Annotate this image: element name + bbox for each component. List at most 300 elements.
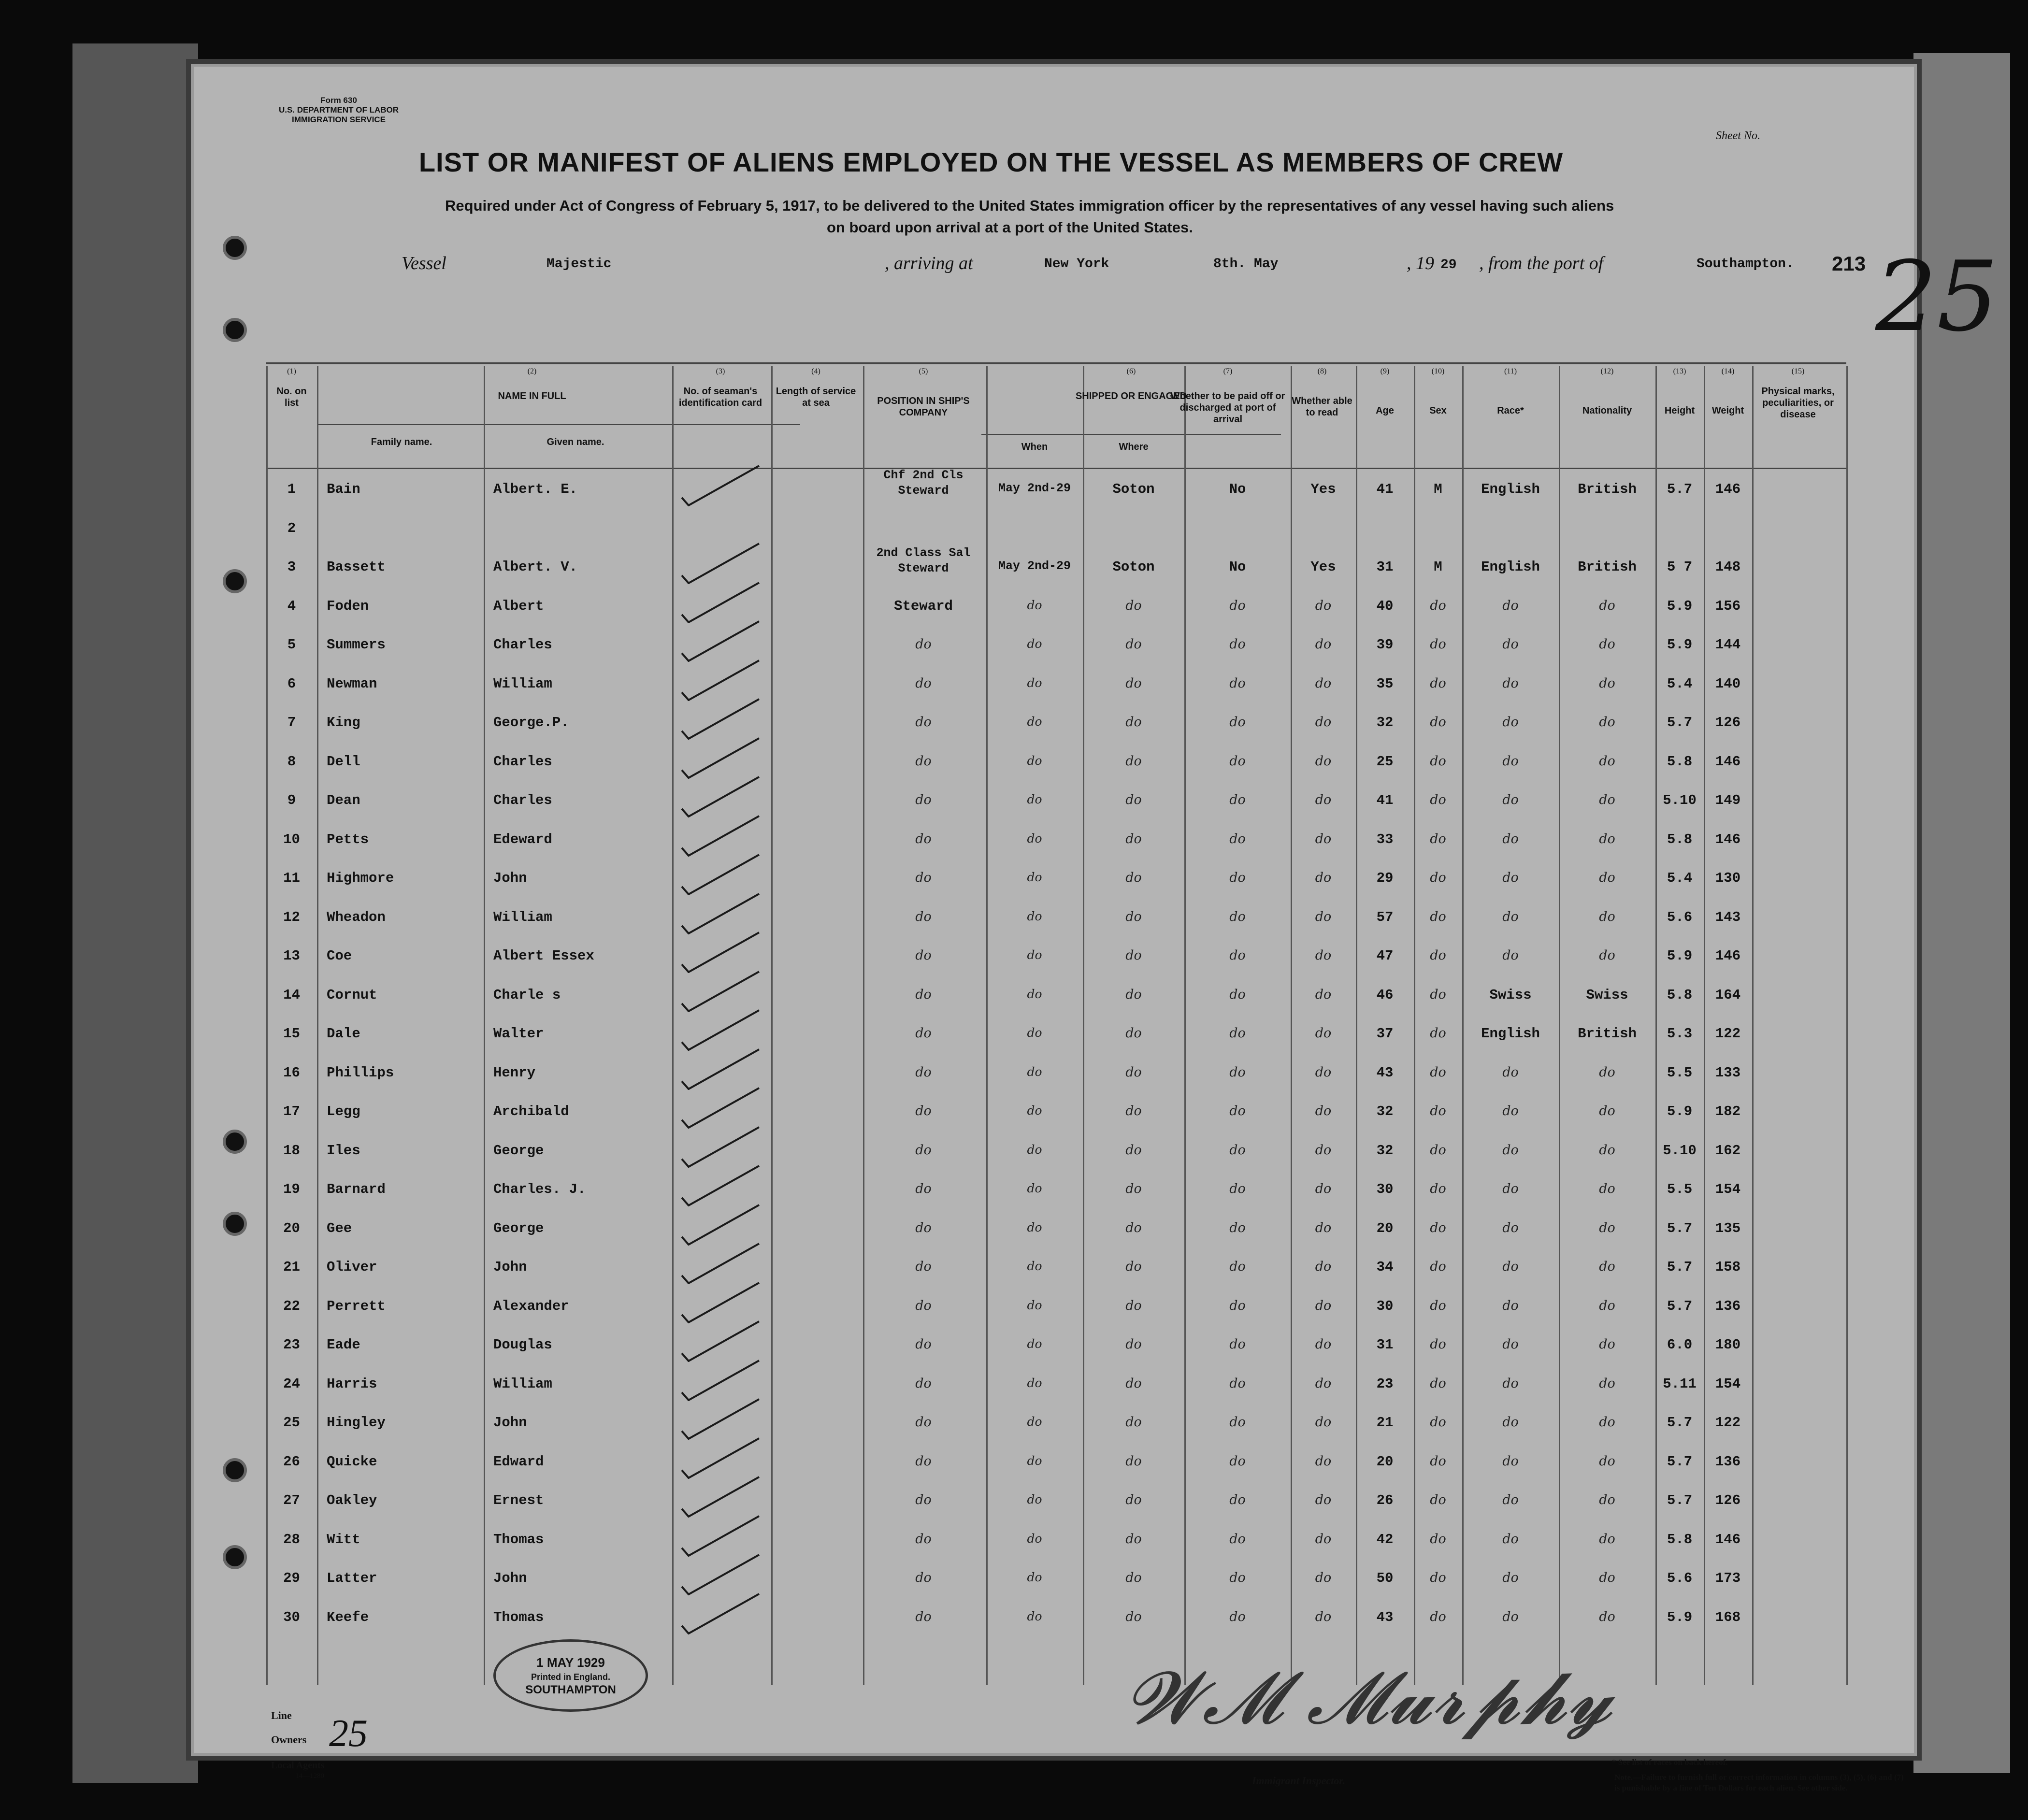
check-mark bbox=[677, 1396, 764, 1440]
cell-when: do bbox=[1027, 1298, 1042, 1312]
cell-no: 8 bbox=[287, 753, 296, 770]
cell-sex: do bbox=[1430, 715, 1446, 730]
cell-position: do bbox=[915, 1337, 932, 1352]
cell-paid: do bbox=[1229, 831, 1246, 846]
cell-where: do bbox=[1125, 792, 1142, 807]
cell-paid: do bbox=[1229, 1453, 1246, 1469]
line-label: Line bbox=[271, 1709, 292, 1721]
cell-race: English bbox=[1481, 559, 1540, 575]
cell-paid: do bbox=[1229, 1415, 1246, 1430]
col-name-header: NAME IN FULL bbox=[498, 391, 566, 401]
cell-where: do bbox=[1125, 1492, 1142, 1507]
cell-race: do bbox=[1502, 1453, 1519, 1469]
cell-paid: do bbox=[1229, 598, 1246, 613]
cell-no: 22 bbox=[283, 1298, 300, 1314]
shipped-subrule bbox=[981, 434, 1281, 435]
cell-paid: do bbox=[1229, 1064, 1246, 1080]
cell-when: do bbox=[1027, 948, 1042, 962]
inspector-signature: 𝓦𝓜 𝓜𝓾𝓻𝓹𝓱𝔂 bbox=[1126, 1656, 1613, 1740]
cell-weight: 135 bbox=[1715, 1220, 1741, 1236]
col-nationality-header: Nationality bbox=[1582, 405, 1632, 416]
cell-weight: 122 bbox=[1715, 1415, 1741, 1431]
cell-weight: 130 bbox=[1715, 870, 1741, 886]
cell-given: Douglas bbox=[493, 1337, 552, 1353]
cell-nat: do bbox=[1599, 792, 1615, 807]
cell-paid: do bbox=[1229, 675, 1246, 691]
cell-read: do bbox=[1315, 831, 1332, 846]
check-mark bbox=[677, 774, 764, 817]
cell-no: 13 bbox=[283, 948, 300, 964]
cell-age: 40 bbox=[1376, 598, 1394, 614]
col-when-header: When bbox=[1021, 442, 1048, 452]
cell-no: 3 bbox=[287, 559, 296, 575]
form-code: 14—1280 bbox=[295, 1772, 324, 1780]
cell-when: do bbox=[1027, 1142, 1042, 1157]
cell-age: 26 bbox=[1376, 1492, 1394, 1508]
cell-sex: do bbox=[1430, 987, 1446, 1002]
check-mark bbox=[677, 580, 764, 623]
cell-where: do bbox=[1125, 909, 1142, 924]
cell-when: do bbox=[1027, 637, 1042, 651]
cell-paid: do bbox=[1229, 1492, 1246, 1507]
cell-sex: do bbox=[1430, 909, 1446, 924]
check-mark bbox=[677, 813, 764, 857]
cell-weight: 146 bbox=[1715, 831, 1741, 847]
cell-sex: do bbox=[1430, 1259, 1446, 1274]
cell-no: 15 bbox=[283, 1026, 300, 1042]
cell-weight: 146 bbox=[1715, 1531, 1741, 1548]
cell-no: 1 bbox=[287, 481, 296, 497]
cell-given: George.P. bbox=[493, 715, 569, 731]
table-row bbox=[194, 706, 1914, 744]
check-mark bbox=[677, 463, 764, 506]
cell-given: William bbox=[493, 675, 552, 692]
cell-nat: do bbox=[1599, 870, 1615, 885]
cell-position: do bbox=[915, 1570, 932, 1585]
year-prefix: , 19 bbox=[1407, 253, 1434, 273]
cell-sex: do bbox=[1430, 948, 1446, 963]
cell-weight: 149 bbox=[1715, 792, 1741, 808]
col-position-header: POSITION IN SHIP'S COMPANY bbox=[877, 396, 970, 418]
cell-height: 5.5 bbox=[1667, 1064, 1693, 1081]
cell-position: do bbox=[915, 1103, 932, 1118]
cell-race: do bbox=[1502, 675, 1519, 691]
races-note: * See list of races on back hereof. bbox=[1612, 1758, 1728, 1767]
col-read-header: Whether able to read bbox=[1292, 396, 1352, 418]
cell-sex: do bbox=[1430, 792, 1446, 807]
cell-sex: do bbox=[1430, 637, 1446, 652]
cell-when: do bbox=[1027, 1376, 1042, 1390]
binder-hole bbox=[223, 318, 247, 342]
cell-sex: do bbox=[1430, 1142, 1446, 1158]
cell-weight: 143 bbox=[1715, 909, 1741, 925]
cell-given: Charles. J. bbox=[493, 1181, 586, 1197]
departure-port: Southampton. bbox=[1697, 257, 1794, 272]
cell-where: do bbox=[1125, 1453, 1142, 1469]
cell-given: Edeward bbox=[493, 831, 552, 847]
cell-no: 29 bbox=[283, 1570, 300, 1586]
cell-family: Dean bbox=[327, 792, 360, 808]
cell-when: do bbox=[1027, 1026, 1042, 1040]
cell-when: do bbox=[1027, 675, 1042, 690]
cell-weight: 133 bbox=[1715, 1064, 1741, 1081]
cell-position: do bbox=[915, 1026, 932, 1041]
cell-weight: 146 bbox=[1715, 481, 1741, 497]
col-card-header: No. of seaman's identification card bbox=[678, 386, 762, 408]
col-service-header: Length of service at sea bbox=[776, 386, 856, 408]
cell-race: do bbox=[1502, 1415, 1519, 1430]
table-row bbox=[194, 823, 1914, 860]
page-edge-left bbox=[72, 43, 198, 1783]
cell-where: do bbox=[1125, 1026, 1142, 1041]
cell-given: Alexander bbox=[493, 1298, 569, 1314]
cell-no: 12 bbox=[283, 909, 300, 925]
cell-position: do bbox=[915, 753, 932, 769]
cell-height: 5.6 bbox=[1667, 909, 1693, 925]
cell-family: Bain bbox=[327, 481, 360, 497]
cell-race: do bbox=[1502, 831, 1519, 846]
binder-hole bbox=[223, 236, 247, 260]
cell-height: 5.9 bbox=[1667, 598, 1693, 614]
cell-where: do bbox=[1125, 1220, 1142, 1235]
cell-nat: do bbox=[1599, 1103, 1615, 1118]
check-mark bbox=[677, 1280, 764, 1323]
cell-sex: do bbox=[1430, 1220, 1446, 1235]
cell-family: Iles bbox=[327, 1142, 360, 1159]
cell-race: do bbox=[1502, 1142, 1519, 1158]
cell-height: 5.3 bbox=[1667, 1026, 1693, 1042]
cell-when: do bbox=[1027, 1337, 1042, 1351]
cell-where: do bbox=[1125, 948, 1142, 963]
cell-paid: No bbox=[1229, 481, 1246, 497]
check-mark bbox=[677, 852, 764, 895]
cell-read: do bbox=[1315, 909, 1332, 924]
cell-read: do bbox=[1315, 1298, 1332, 1313]
cell-family: Bassett bbox=[327, 559, 386, 575]
manifest-sheet bbox=[191, 64, 1999, 1792]
col-weight-header: Weight bbox=[1712, 405, 1744, 416]
table-row bbox=[194, 1562, 1914, 1599]
cell-paid: do bbox=[1229, 1570, 1246, 1585]
cell-weight: 168 bbox=[1715, 1609, 1741, 1625]
cell-read: do bbox=[1315, 1259, 1332, 1274]
cell-nat: do bbox=[1599, 1415, 1615, 1430]
cell-age: 35 bbox=[1376, 675, 1394, 692]
cell-where: do bbox=[1125, 1570, 1142, 1585]
cell-nat: do bbox=[1599, 1453, 1615, 1469]
cell-race: do bbox=[1502, 1064, 1519, 1080]
col-given-header: Given name. bbox=[547, 437, 604, 447]
cell-family: Coe bbox=[327, 948, 352, 964]
table-row bbox=[194, 1445, 1914, 1483]
col-num: (14) bbox=[1721, 367, 1735, 375]
cell-age: 47 bbox=[1376, 948, 1394, 964]
cell-height: 5.9 bbox=[1667, 1609, 1693, 1625]
cell-race: do bbox=[1502, 792, 1519, 807]
cell-no: 24 bbox=[283, 1376, 300, 1392]
cell-sex: do bbox=[1430, 1298, 1446, 1313]
cell-paid: do bbox=[1229, 1376, 1246, 1391]
cell-height: 5.7 bbox=[1667, 1453, 1693, 1470]
cell-family: Wheadon bbox=[327, 909, 386, 925]
col-num: (1) bbox=[287, 367, 296, 375]
cell-height: 5.10 bbox=[1663, 1142, 1697, 1159]
cell-family: Foden bbox=[327, 598, 369, 614]
cell-read: do bbox=[1315, 598, 1332, 613]
cell-sex: do bbox=[1430, 1492, 1446, 1507]
check-mark bbox=[677, 1513, 764, 1557]
table-row bbox=[194, 512, 1914, 549]
sheet-label: Sheet No. bbox=[1716, 129, 1760, 142]
cell-nat: do bbox=[1599, 1570, 1615, 1585]
cell-no: 2 bbox=[287, 520, 296, 536]
cell-read: do bbox=[1315, 1181, 1332, 1196]
cell-weight: 140 bbox=[1715, 675, 1741, 692]
cell-no: 14 bbox=[283, 987, 300, 1003]
from-label: , from the port of bbox=[1479, 253, 1604, 273]
cell-read: do bbox=[1315, 987, 1332, 1002]
table-row bbox=[194, 901, 1914, 938]
cell-age: 23 bbox=[1376, 1376, 1394, 1392]
cell-weight: 156 bbox=[1715, 598, 1741, 614]
check-mark bbox=[677, 1358, 764, 1401]
cell-where: do bbox=[1125, 1259, 1142, 1274]
cell-no: 25 bbox=[283, 1415, 300, 1431]
cell-age: 43 bbox=[1376, 1609, 1394, 1625]
cell-no: 21 bbox=[283, 1259, 300, 1275]
vessel-name: Majestic bbox=[547, 257, 612, 272]
cell-family: Oakley bbox=[327, 1492, 377, 1508]
cell-read: Yes bbox=[1310, 559, 1336, 575]
check-mark bbox=[677, 696, 764, 740]
cell-when: do bbox=[1027, 1181, 1042, 1195]
cell-family: Quicke bbox=[327, 1453, 377, 1470]
cell-read: do bbox=[1315, 1492, 1332, 1507]
cell-given: Charles bbox=[493, 753, 552, 770]
arrival-date: 8th. May bbox=[1213, 257, 1279, 272]
cell-when: do bbox=[1027, 1415, 1042, 1429]
table-row bbox=[194, 1601, 1914, 1638]
cell-age: 32 bbox=[1376, 1103, 1394, 1119]
cell-when: do bbox=[1027, 1103, 1042, 1118]
cell-where: do bbox=[1125, 1415, 1142, 1430]
cell-position: do bbox=[915, 1609, 932, 1624]
cell-age: 30 bbox=[1376, 1298, 1394, 1314]
cell-age: 41 bbox=[1376, 481, 1394, 497]
cell-family: Keefe bbox=[327, 1609, 369, 1625]
cell-read: do bbox=[1315, 1142, 1332, 1158]
cell-given: Ernest bbox=[493, 1492, 544, 1508]
col-family-header: Family name. bbox=[371, 437, 432, 447]
check-mark bbox=[677, 658, 764, 701]
owners-value: 25 bbox=[329, 1712, 368, 1755]
check-mark bbox=[677, 1591, 764, 1634]
cell-height: 5.7 bbox=[1667, 1415, 1693, 1431]
cell-family: Perrett bbox=[327, 1298, 386, 1314]
table-head-rule bbox=[266, 468, 1846, 469]
cell-given: Thomas bbox=[493, 1531, 544, 1548]
table-row bbox=[194, 546, 1914, 588]
cell-paid: do bbox=[1229, 792, 1246, 807]
cell-race: do bbox=[1502, 909, 1519, 924]
cell-given: Charle s bbox=[493, 987, 561, 1003]
cell-when: do bbox=[1027, 831, 1042, 846]
cell-where: do bbox=[1125, 831, 1142, 846]
name-subrule bbox=[317, 424, 800, 425]
cell-position: do bbox=[915, 870, 932, 885]
table-row bbox=[194, 861, 1914, 899]
cell-position: do bbox=[915, 637, 932, 652]
cell-weight: 154 bbox=[1715, 1181, 1741, 1197]
cell-family: Gee bbox=[327, 1220, 352, 1236]
col-num: (8) bbox=[1317, 367, 1327, 375]
cell-race: do bbox=[1502, 1570, 1519, 1585]
cell-nat: do bbox=[1599, 1531, 1615, 1547]
cell-read: do bbox=[1315, 1609, 1332, 1624]
cell-read: do bbox=[1315, 1026, 1332, 1041]
cell-where: do bbox=[1125, 1064, 1142, 1080]
cell-weight: 162 bbox=[1715, 1142, 1741, 1159]
cell-position: do bbox=[915, 1376, 932, 1391]
arrival-year: 29 bbox=[1440, 258, 1457, 272]
cell-family: Latter bbox=[327, 1570, 377, 1586]
cell-when: do bbox=[1027, 1609, 1042, 1623]
cell-family: Newman bbox=[327, 675, 377, 692]
cell-position: Steward bbox=[894, 598, 953, 614]
check-mark bbox=[677, 1124, 764, 1168]
cell-paid: do bbox=[1229, 987, 1246, 1002]
cell-sex: M bbox=[1434, 559, 1442, 575]
cell-family: Barnard bbox=[327, 1181, 386, 1197]
check-mark bbox=[677, 1318, 764, 1362]
cell-read: do bbox=[1315, 870, 1332, 885]
cell-age: 20 bbox=[1376, 1453, 1394, 1470]
cell-no: 7 bbox=[287, 715, 296, 731]
col-num: (9) bbox=[1380, 367, 1390, 375]
cell-nat: do bbox=[1599, 948, 1615, 963]
cell-position: do bbox=[915, 1298, 932, 1313]
cell-when: do bbox=[1027, 1064, 1042, 1079]
sheet-number: 25 bbox=[1875, 241, 1999, 353]
cell-nat: do bbox=[1599, 1609, 1615, 1624]
cell-paid: do bbox=[1229, 1181, 1246, 1196]
cell-given: Archibald bbox=[493, 1103, 569, 1119]
service: IMMIGRATION SERVICE bbox=[292, 115, 386, 124]
cell-nat: do bbox=[1599, 1376, 1615, 1391]
cell-age: 37 bbox=[1376, 1026, 1394, 1042]
cell-age: 32 bbox=[1376, 1142, 1394, 1159]
check-mark bbox=[677, 1435, 764, 1479]
cell-given: John bbox=[493, 1570, 527, 1586]
cell-nat: do bbox=[1599, 1259, 1615, 1274]
cell-age: 29 bbox=[1376, 870, 1394, 886]
cell-read: do bbox=[1315, 1376, 1332, 1391]
cell-read: do bbox=[1315, 675, 1332, 691]
cell-given: John bbox=[493, 1259, 527, 1275]
cell-sex: do bbox=[1430, 1609, 1446, 1624]
cell-when: do bbox=[1027, 1259, 1042, 1273]
cell-sex: do bbox=[1430, 1181, 1446, 1196]
cell-read: do bbox=[1315, 948, 1332, 963]
cell-when: do bbox=[1027, 715, 1042, 729]
col-race-header: Race* bbox=[1497, 405, 1524, 416]
cell-age: 46 bbox=[1376, 987, 1394, 1003]
cell-given: John bbox=[493, 1415, 527, 1431]
cell-when: do bbox=[1027, 1220, 1042, 1234]
cell-age: 32 bbox=[1376, 715, 1394, 731]
col-paid-header: Whether to be paid off or discharged at port of arrival bbox=[1170, 391, 1285, 425]
cell-family: Witt bbox=[327, 1531, 360, 1548]
cell-paid: do bbox=[1229, 1026, 1246, 1041]
cell-position: do bbox=[915, 1064, 932, 1080]
cell-paid: do bbox=[1229, 1337, 1246, 1352]
cell-when: do bbox=[1027, 909, 1042, 923]
col-num: (4) bbox=[811, 367, 820, 375]
check-mark bbox=[677, 1007, 764, 1051]
cell-no: 16 bbox=[283, 1064, 300, 1081]
cell-paid: do bbox=[1229, 753, 1246, 769]
cell-read: do bbox=[1315, 1103, 1332, 1118]
cell-paid: do bbox=[1229, 1298, 1246, 1313]
cell-when: do bbox=[1027, 1531, 1042, 1546]
col-height-header: Height bbox=[1664, 405, 1695, 416]
cell-where: do bbox=[1125, 1181, 1142, 1196]
cell-age: 25 bbox=[1376, 753, 1394, 770]
table-top-rule bbox=[266, 362, 1846, 364]
penalty-note: Note.—Failure to furnish full or correct information in columns (3), (5), (6) and (7) is punishable by a fine of Ten Dollars for each alien. See other side. bbox=[1614, 1773, 1904, 1792]
cell-nat: Swiss bbox=[1586, 987, 1628, 1003]
cell-position: 2nd Class Sal Steward bbox=[876, 546, 971, 575]
cell-paid: do bbox=[1229, 948, 1246, 963]
cell-age: 42 bbox=[1376, 1531, 1394, 1548]
date-stamp bbox=[493, 1639, 648, 1712]
cell-position: do bbox=[915, 987, 932, 1002]
table-row bbox=[194, 1328, 1914, 1366]
cell-no: 28 bbox=[283, 1531, 300, 1548]
cell-sex: do bbox=[1430, 1453, 1446, 1469]
cell-read: Yes bbox=[1310, 481, 1336, 497]
col-where-header: Where bbox=[1119, 442, 1149, 452]
cell-paid: do bbox=[1229, 870, 1246, 885]
cell-family: Highmore bbox=[327, 870, 394, 886]
cell-read: do bbox=[1315, 1570, 1332, 1585]
cell-weight: 158 bbox=[1715, 1259, 1741, 1275]
table-row bbox=[194, 1056, 1914, 1094]
cell-height: 5 7 bbox=[1667, 559, 1693, 575]
cell-no: 5 bbox=[287, 637, 296, 653]
cell-where: do bbox=[1125, 1609, 1142, 1624]
cell-when: May 2nd-29 bbox=[998, 481, 1071, 495]
cell-given: Albert. E. bbox=[493, 481, 578, 497]
cell-sex: do bbox=[1430, 1026, 1446, 1041]
cell-read: do bbox=[1315, 1337, 1332, 1352]
table-row bbox=[194, 628, 1914, 666]
cell-read: do bbox=[1315, 1064, 1332, 1080]
cell-where: do bbox=[1125, 1142, 1142, 1158]
cell-race: English bbox=[1481, 481, 1540, 497]
owners-label: Owners bbox=[271, 1734, 307, 1746]
arriving-label: , arriving at bbox=[885, 253, 973, 273]
cell-nat: do bbox=[1599, 909, 1615, 924]
cell-given: John bbox=[493, 870, 527, 886]
cell-given: William bbox=[493, 909, 552, 925]
cell-nat: do bbox=[1599, 1064, 1615, 1080]
cell-nat: do bbox=[1599, 1298, 1615, 1313]
cell-age: 20 bbox=[1376, 1220, 1394, 1236]
cell-nat: do bbox=[1599, 753, 1615, 769]
cell-age: 30 bbox=[1376, 1181, 1394, 1197]
cell-where: do bbox=[1125, 598, 1142, 613]
